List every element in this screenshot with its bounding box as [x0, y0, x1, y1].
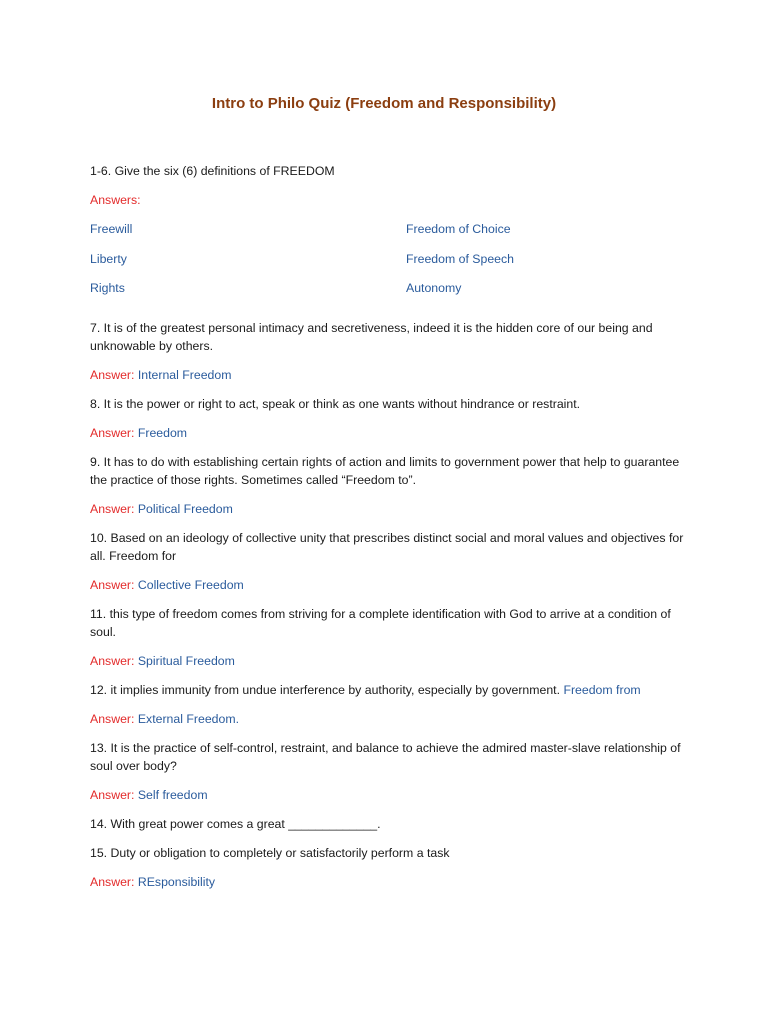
question-12	[90, 681, 690, 699]
answer-12	[90, 710, 690, 728]
question-note: Freedom from	[563, 683, 641, 697]
document-title: Intro to Philo Quiz (Freedom and Responsibility)	[211, 95, 557, 112]
definition-item: Autonomy	[406, 281, 462, 295]
answer-label: Answer:	[90, 875, 135, 889]
answers-label: Answers:	[90, 193, 141, 207]
definition-item: Liberty	[90, 251, 127, 266]
question-10: 10. Based on an ideology of collective unity that prescribes distinct social and moral values and objectives for all. Freedom for	[90, 531, 684, 563]
question-13: 13. It is the practice of self-control, restraint, and balance to achieve the admired master-slave relationship of soul over body?	[90, 741, 681, 773]
definition-item: Rights	[90, 281, 125, 295]
answer-text: External Freedom.	[137, 712, 239, 726]
answer-9	[90, 500, 690, 518]
answer-label: Answer:	[90, 712, 135, 726]
answer-label: Answer:	[90, 426, 135, 440]
question-14: 14. With great power comes a great _____________.	[90, 817, 381, 831]
answer-label: Answer:	[90, 788, 135, 802]
definition-item: Freedom of Choice	[406, 222, 511, 236]
definitions-list	[90, 220, 690, 308]
answer-label: Answer:	[90, 578, 135, 592]
answer-7	[90, 366, 690, 384]
answer-label: Answer:	[90, 654, 135, 668]
answer-label: Answer:	[90, 502, 135, 516]
answer-15	[90, 873, 690, 891]
answer-text: Political Freedom	[137, 502, 233, 516]
question-7: 7. It is of the greatest personal intimacy and secretiveness, indeed it is the hidden core of our being and unknowable by others.	[90, 321, 653, 353]
answer-text: Spiritual Freedom	[137, 654, 235, 668]
definition-item: Freewill	[90, 222, 133, 236]
answer-13	[90, 786, 690, 804]
answer-text: REsponsibility	[137, 875, 216, 889]
definition-item: Freedom of Speech	[406, 251, 515, 266]
question-15: 15. Duty or obligation to completely or satisfactorily perform a task	[90, 846, 450, 860]
answer-text: Internal Freedom	[137, 368, 232, 382]
question-11: 11. this type of freedom comes from striving for a complete identification with God to arrive at a condition of soul.	[90, 607, 671, 639]
question-text: 12. it implies immunity from undue interference by authority, especially by government.	[90, 683, 561, 697]
quiz-content	[90, 162, 690, 902]
answer-8	[90, 424, 690, 442]
definition-row	[90, 220, 690, 250]
definition-row	[90, 250, 690, 280]
question-1-6: 1-6. Give the six (6) definitions of FREEDOM	[90, 164, 335, 178]
question-9: 9. It has to do with establishing certain rights of action and limits to government power that help to guarantee the practice of those rights. Sometimes called “Freedom to”.	[90, 455, 680, 487]
answer-11	[90, 652, 690, 670]
answer-10	[90, 576, 690, 594]
answer-text: Freedom	[137, 426, 188, 440]
answer-text: Collective Freedom	[137, 578, 244, 592]
answer-label: Answer:	[90, 368, 135, 382]
definition-row	[90, 279, 690, 309]
answer-text: Self freedom	[137, 788, 208, 802]
question-8: 8. It is the power or right to act, speak or think as one wants without hindrance or restraint.	[90, 397, 581, 411]
